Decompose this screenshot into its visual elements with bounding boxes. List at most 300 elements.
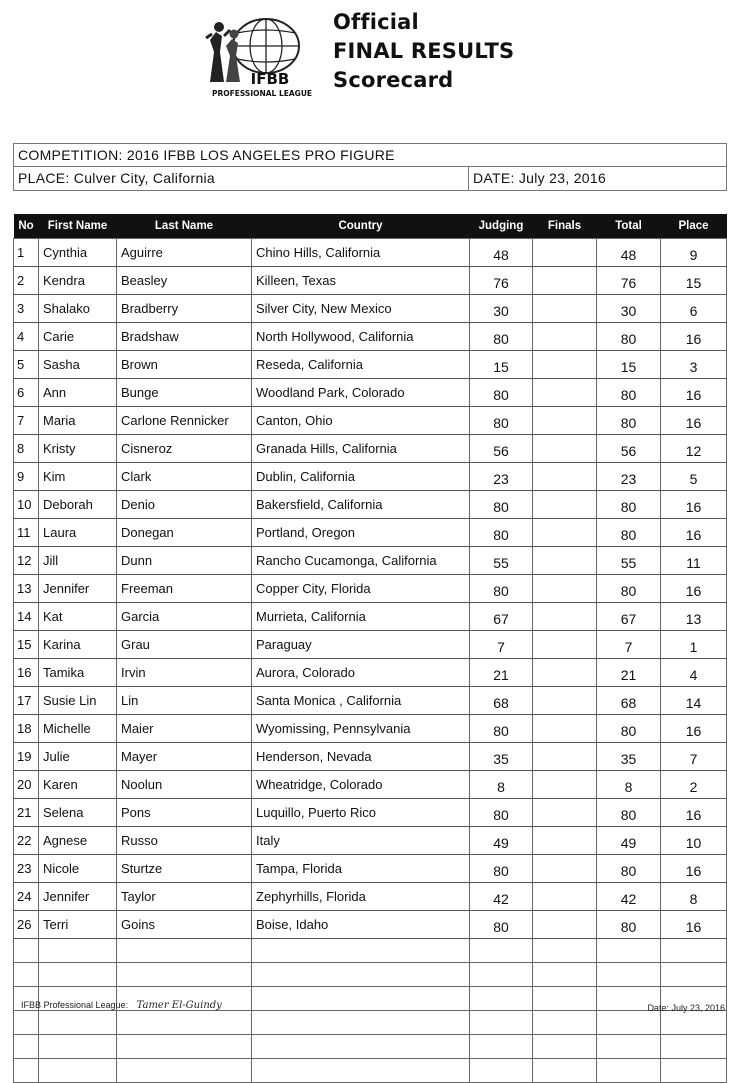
cell-last-name: Dunn [117, 547, 252, 575]
cell-last-name: Taylor [117, 883, 252, 911]
cell-total: 76 [597, 267, 661, 295]
cell-no: 3 [14, 295, 39, 323]
cell-place: 16 [661, 911, 727, 939]
column-header-country: Country [252, 214, 470, 239]
cell-total: 68 [597, 687, 661, 715]
cell-judging: 80 [470, 575, 533, 603]
blank-row [14, 1059, 727, 1083]
svg-text:PROFESSIONAL LEAGUE: PROFESSIONAL LEAGUE [211, 89, 313, 98]
cell-finals [533, 855, 597, 883]
cell-no: 23 [14, 855, 39, 883]
cell-country: Granada Hills, California [252, 435, 470, 463]
blank-cell [14, 1011, 39, 1035]
blank-cell [470, 1059, 533, 1083]
cell-country: Bakersfield, California [252, 491, 470, 519]
table-row [14, 631, 727, 659]
competition-text: COMPETITION: 2016 IFBB LOS ANGELES PRO FIGURE [18, 147, 395, 163]
cell-last-name: Goins [117, 911, 252, 939]
column-header-finals: Finals [533, 214, 597, 239]
blank-cell [661, 963, 727, 987]
cell-judging: 68 [470, 687, 533, 715]
cell-no: 10 [14, 491, 39, 519]
cell-country: Canton, Ohio [252, 407, 470, 435]
cell-first-name: Karina [39, 631, 117, 659]
cell-finals [533, 911, 597, 939]
cell-total: 80 [597, 407, 661, 435]
blank-cell [14, 1059, 39, 1083]
cell-judging: 55 [470, 547, 533, 575]
cell-total: 49 [597, 827, 661, 855]
cell-country: Paraguay [252, 631, 470, 659]
cell-first-name: Jennifer [39, 575, 117, 603]
cell-total: 8 [597, 771, 661, 799]
cell-finals [533, 239, 597, 267]
table-row [14, 771, 727, 799]
cell-first-name: Julie [39, 743, 117, 771]
cell-judging: 80 [470, 519, 533, 547]
table-row [14, 659, 727, 687]
cell-last-name: Maier [117, 715, 252, 743]
blank-cell [597, 1011, 661, 1035]
blank-cell [597, 939, 661, 963]
table-row [14, 603, 727, 631]
column-header-judging: Judging [470, 214, 533, 239]
footer-league-label: IFBB Professional League: [21, 1000, 129, 1010]
cell-judging: 80 [470, 407, 533, 435]
column-header-total: Total [597, 214, 661, 239]
cell-first-name: Jennifer [39, 883, 117, 911]
blank-cell [533, 939, 597, 963]
blank-cell [252, 1011, 470, 1035]
cell-place: 10 [661, 827, 727, 855]
cell-total: 56 [597, 435, 661, 463]
cell-last-name: Bunge [117, 379, 252, 407]
blank-cell [597, 1059, 661, 1083]
cell-finals [533, 659, 597, 687]
blank-cell [117, 1035, 252, 1059]
cell-total: 67 [597, 603, 661, 631]
cell-first-name: Kendra [39, 267, 117, 295]
cell-finals [533, 491, 597, 519]
cell-judging: 80 [470, 715, 533, 743]
signature: Tamer El-Guindy [136, 1000, 222, 1011]
blank-cell [252, 939, 470, 963]
table-row [14, 575, 727, 603]
cell-total: 80 [597, 855, 661, 883]
cell-first-name: Deborah [39, 491, 117, 519]
cell-place: 3 [661, 351, 727, 379]
cell-last-name: Carlone Rennicker [117, 407, 252, 435]
cell-finals [533, 771, 597, 799]
cell-judging: 15 [470, 351, 533, 379]
cell-place: 16 [661, 575, 727, 603]
blank-row [14, 939, 727, 963]
cell-place: 16 [661, 855, 727, 883]
blank-row [14, 1035, 727, 1059]
cell-last-name: Aguirre [117, 239, 252, 267]
table-row [14, 351, 727, 379]
cell-country: Portland, Oregon [252, 519, 470, 547]
blank-cell [14, 1035, 39, 1059]
cell-finals [533, 407, 597, 435]
table-row [14, 295, 727, 323]
cell-country: Henderson, Nevada [252, 743, 470, 771]
cell-place: 15 [661, 267, 727, 295]
cell-last-name: Grau [117, 631, 252, 659]
cell-first-name: Kat [39, 603, 117, 631]
cell-judging: 7 [470, 631, 533, 659]
title-line-scorecard: Scorecard [333, 68, 454, 92]
column-header-first-name: First Name [39, 214, 117, 239]
cell-no: 1 [14, 239, 39, 267]
cell-no: 11 [14, 519, 39, 547]
cell-last-name: Russo [117, 827, 252, 855]
cell-place: 1 [661, 631, 727, 659]
cell-finals [533, 827, 597, 855]
title-line-final-results: FINAL RESULTS [333, 39, 515, 63]
table-header-row [14, 214, 727, 239]
cell-total: 80 [597, 911, 661, 939]
cell-place: 5 [661, 463, 727, 491]
cell-first-name: Maria [39, 407, 117, 435]
cell-place: 2 [661, 771, 727, 799]
cell-last-name: Brown [117, 351, 252, 379]
footer-date: Date: July 23, 2016 [647, 1003, 725, 1013]
cell-judging: 80 [470, 911, 533, 939]
cell-finals [533, 295, 597, 323]
cell-finals [533, 883, 597, 911]
cell-first-name: Selena [39, 799, 117, 827]
cell-place: 16 [661, 799, 727, 827]
cell-last-name: Lin [117, 687, 252, 715]
cell-finals [533, 603, 597, 631]
blank-cell [39, 1011, 117, 1035]
blank-cell [252, 987, 470, 1011]
table-row [14, 267, 727, 295]
cell-country: Reseda, California [252, 351, 470, 379]
cell-no: 15 [14, 631, 39, 659]
cell-first-name: Sasha [39, 351, 117, 379]
blank-cell [533, 987, 597, 1011]
blank-cell [470, 963, 533, 987]
cell-no: 19 [14, 743, 39, 771]
cell-place: 16 [661, 715, 727, 743]
blank-cell [14, 939, 39, 963]
blank-row [14, 963, 727, 987]
blank-cell [661, 1035, 727, 1059]
cell-no: 14 [14, 603, 39, 631]
cell-country: Wyomissing, Pennsylvania [252, 715, 470, 743]
cell-last-name: Bradberry [117, 295, 252, 323]
cell-total: 80 [597, 379, 661, 407]
blank-cell [597, 963, 661, 987]
blank-cell [470, 939, 533, 963]
cell-total: 30 [597, 295, 661, 323]
cell-place: 16 [661, 519, 727, 547]
cell-total: 80 [597, 715, 661, 743]
cell-country: North Hollywood, California [252, 323, 470, 351]
cell-total: 23 [597, 463, 661, 491]
cell-country: Murrieta, California [252, 603, 470, 631]
cell-first-name: Ann [39, 379, 117, 407]
cell-total: 7 [597, 631, 661, 659]
cell-place: 16 [661, 323, 727, 351]
cell-judging: 8 [470, 771, 533, 799]
cell-country: Boise, Idaho [252, 911, 470, 939]
cell-judging: 76 [470, 267, 533, 295]
cell-finals [533, 519, 597, 547]
column-header-last-name: Last Name [117, 214, 252, 239]
cell-no: 13 [14, 575, 39, 603]
blank-cell [117, 1059, 252, 1083]
cell-country: Tampa, Florida [252, 855, 470, 883]
results-body [14, 239, 727, 1083]
info-divider [468, 167, 469, 190]
place-text: PLACE: Culver City, California [18, 170, 216, 186]
cell-finals [533, 379, 597, 407]
cell-last-name: Mayer [117, 743, 252, 771]
cell-country: Woodland Park, Colorado [252, 379, 470, 407]
cell-last-name: Irvin [117, 659, 252, 687]
cell-last-name: Garcia [117, 603, 252, 631]
cell-finals [533, 435, 597, 463]
cell-place: 14 [661, 687, 727, 715]
blank-cell [470, 1035, 533, 1059]
cell-total: 80 [597, 323, 661, 351]
table-row [14, 463, 727, 491]
blank-cell [533, 1059, 597, 1083]
cell-no: 8 [14, 435, 39, 463]
cell-finals [533, 547, 597, 575]
cell-no: 26 [14, 911, 39, 939]
table-row [14, 239, 727, 267]
results-table [13, 214, 727, 1083]
table-row [14, 827, 727, 855]
cell-total: 21 [597, 659, 661, 687]
cell-first-name: Shalako [39, 295, 117, 323]
cell-judging: 80 [470, 323, 533, 351]
blank-cell [661, 1059, 727, 1083]
blank-cell [39, 963, 117, 987]
cell-judging: 48 [470, 239, 533, 267]
cell-finals [533, 631, 597, 659]
title-line-official: Official [333, 10, 419, 34]
cell-finals [533, 687, 597, 715]
blank-cell [14, 963, 39, 987]
cell-place: 13 [661, 603, 727, 631]
cell-country: Zephyrhills, Florida [252, 883, 470, 911]
table-row [14, 379, 727, 407]
document-title [333, 8, 514, 95]
competition-row [14, 144, 726, 167]
cell-judging: 49 [470, 827, 533, 855]
blank-cell [252, 1059, 470, 1083]
cell-place: 12 [661, 435, 727, 463]
date-text: DATE: July 23, 2016 [473, 170, 607, 186]
cell-last-name: Bradshaw [117, 323, 252, 351]
blank-cell [39, 1035, 117, 1059]
table-row [14, 435, 727, 463]
blank-cell [661, 939, 727, 963]
cell-country: Aurora, Colorado [252, 659, 470, 687]
blank-cell [117, 939, 252, 963]
cell-total: 15 [597, 351, 661, 379]
cell-place: 16 [661, 407, 727, 435]
cell-last-name: Sturtze [117, 855, 252, 883]
blank-cell [470, 1011, 533, 1035]
cell-first-name: Susie Lin [39, 687, 117, 715]
cell-last-name: Donegan [117, 519, 252, 547]
cell-place: 7 [661, 743, 727, 771]
cell-country: Copper City, Florida [252, 575, 470, 603]
blank-cell [117, 1011, 252, 1035]
cell-first-name: Karen [39, 771, 117, 799]
cell-no: 7 [14, 407, 39, 435]
cell-country: Santa Monica , California [252, 687, 470, 715]
cell-last-name: Clark [117, 463, 252, 491]
column-header-no: No [14, 214, 39, 239]
cell-no: 2 [14, 267, 39, 295]
cell-finals [533, 743, 597, 771]
cell-judging: 35 [470, 743, 533, 771]
table-row [14, 743, 727, 771]
cell-no: 6 [14, 379, 39, 407]
cell-total: 80 [597, 799, 661, 827]
cell-country: Wheatridge, Colorado [252, 771, 470, 799]
cell-first-name: Kristy [39, 435, 117, 463]
cell-place: 8 [661, 883, 727, 911]
cell-judging: 80 [470, 855, 533, 883]
cell-first-name: Terri [39, 911, 117, 939]
cell-place: 4 [661, 659, 727, 687]
cell-judging: 21 [470, 659, 533, 687]
blank-cell [39, 939, 117, 963]
cell-judging: 56 [470, 435, 533, 463]
blank-cell [597, 1035, 661, 1059]
table-row [14, 911, 727, 939]
blank-cell [252, 1035, 470, 1059]
blank-cell [533, 1035, 597, 1059]
cell-last-name: Freeman [117, 575, 252, 603]
cell-judging: 42 [470, 883, 533, 911]
cell-no: 20 [14, 771, 39, 799]
svg-text:IFBB: IFBB [250, 70, 290, 88]
cell-no: 18 [14, 715, 39, 743]
cell-first-name: Nicole [39, 855, 117, 883]
cell-total: 42 [597, 883, 661, 911]
cell-finals [533, 267, 597, 295]
cell-judging: 30 [470, 295, 533, 323]
blank-cell [252, 963, 470, 987]
cell-first-name: Tamika [39, 659, 117, 687]
table-row [14, 883, 727, 911]
cell-first-name: Agnese [39, 827, 117, 855]
cell-finals [533, 323, 597, 351]
cell-finals [533, 715, 597, 743]
cell-no: 24 [14, 883, 39, 911]
blank-cell [533, 963, 597, 987]
cell-no: 21 [14, 799, 39, 827]
blank-row [14, 1011, 727, 1035]
cell-judging: 80 [470, 799, 533, 827]
cell-country: Luquillo, Puerto Rico [252, 799, 470, 827]
cell-place: 16 [661, 379, 727, 407]
cell-judging: 23 [470, 463, 533, 491]
cell-place: 6 [661, 295, 727, 323]
cell-country: Italy [252, 827, 470, 855]
cell-last-name: Pons [117, 799, 252, 827]
cell-judging: 67 [470, 603, 533, 631]
cell-total: 35 [597, 743, 661, 771]
blank-cell [661, 1011, 727, 1035]
cell-total: 48 [597, 239, 661, 267]
ifbb-logo-icon [200, 12, 325, 100]
cell-finals [533, 463, 597, 491]
cell-judging: 80 [470, 379, 533, 407]
table-row [14, 715, 727, 743]
cell-last-name: Cisneroz [117, 435, 252, 463]
cell-first-name: Laura [39, 519, 117, 547]
cell-country: Dublin, California [252, 463, 470, 491]
cell-place: 9 [661, 239, 727, 267]
cell-finals [533, 351, 597, 379]
cell-no: 12 [14, 547, 39, 575]
table-row [14, 799, 727, 827]
cell-last-name: Denio [117, 491, 252, 519]
table-row [14, 491, 727, 519]
table-row [14, 855, 727, 883]
blank-cell [39, 1059, 117, 1083]
cell-total: 80 [597, 519, 661, 547]
cell-first-name: Jill [39, 547, 117, 575]
footer-league [21, 1000, 222, 1011]
cell-no: 16 [14, 659, 39, 687]
cell-no: 22 [14, 827, 39, 855]
table-row [14, 687, 727, 715]
blank-cell [117, 963, 252, 987]
cell-place: 16 [661, 491, 727, 519]
ifbb-logo [200, 12, 325, 100]
cell-no: 4 [14, 323, 39, 351]
cell-country: Chino Hills, California [252, 239, 470, 267]
cell-first-name: Cynthia [39, 239, 117, 267]
blank-cell [533, 1011, 597, 1035]
cell-no: 5 [14, 351, 39, 379]
cell-finals [533, 799, 597, 827]
cell-country: Killeen, Texas [252, 267, 470, 295]
cell-total: 80 [597, 491, 661, 519]
cell-first-name: Michelle [39, 715, 117, 743]
table-row [14, 547, 727, 575]
cell-country: Rancho Cucamonga, California [252, 547, 470, 575]
cell-first-name: Carie [39, 323, 117, 351]
table-row [14, 323, 727, 351]
cell-total: 55 [597, 547, 661, 575]
blank-cell [470, 987, 533, 1011]
cell-judging: 80 [470, 491, 533, 519]
cell-total: 80 [597, 575, 661, 603]
table-row [14, 519, 727, 547]
column-header-place: Place [661, 214, 727, 239]
cell-no: 17 [14, 687, 39, 715]
cell-place: 11 [661, 547, 727, 575]
cell-first-name: Kim [39, 463, 117, 491]
cell-no: 9 [14, 463, 39, 491]
cell-country: Silver City, New Mexico [252, 295, 470, 323]
competition-info-box [13, 143, 727, 191]
cell-finals [533, 575, 597, 603]
cell-last-name: Beasley [117, 267, 252, 295]
